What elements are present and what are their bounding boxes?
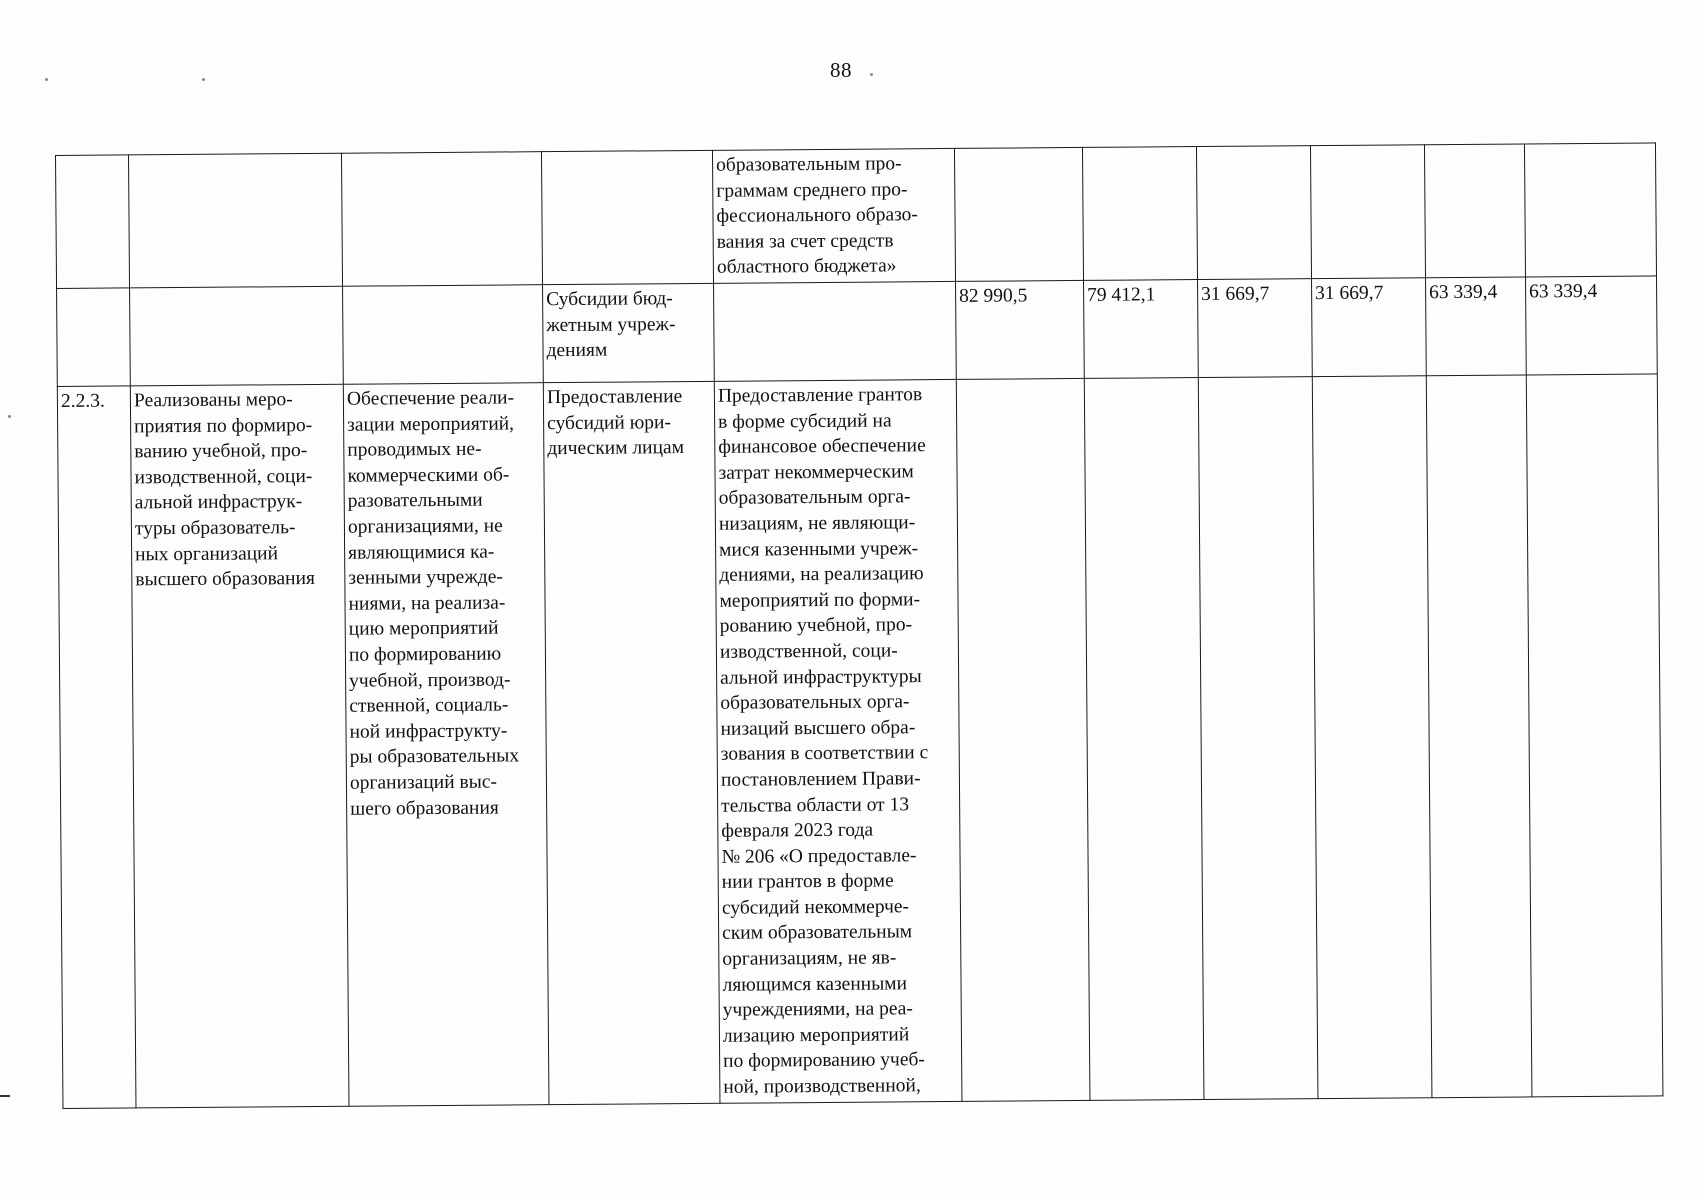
table-row <box>56 143 1657 289</box>
cell-description: образовательным про- граммам среднего про- фессионального образо- вания за счет средств областного бюджета» <box>712 148 955 283</box>
cell-value: 82 990,5 <box>956 280 1085 379</box>
cell-value: 63 339,4 <box>1426 277 1527 376</box>
cell-number <box>57 288 131 387</box>
cell-result: Реализованы меро- приятия по формиро- ванию учебной, про- изводственной, соци- альной инфраструк- туры образователь- ных организаций высшего образования <box>130 384 349 1107</box>
cell-result <box>129 153 343 288</box>
cell-value: 63 339,4 <box>1526 276 1658 375</box>
cell-funding-type: Предоставление субсидий юри- дическим лицам <box>543 381 720 1104</box>
scan-artifact <box>870 73 873 76</box>
cell-value <box>1312 376 1432 1098</box>
program-table <box>55 142 1663 1108</box>
scan-artifact <box>8 415 11 418</box>
cell-funding-type <box>541 150 713 284</box>
cell-funding-type: Субсидии бюд- жетным учреж- дениям <box>543 283 715 382</box>
cell-value <box>954 147 1083 281</box>
cell-value <box>1084 378 1204 1100</box>
cell-value <box>1424 144 1525 278</box>
cell-number <box>56 155 130 289</box>
cell-value <box>1196 146 1311 280</box>
cell-measure: Обеспечение реали- зации мероприятий, проводимых не- коммерческими об- разовательными организациями, не являющимися ка- зенными учрежде- ниями, на реализа- цию мероприятий по формированию учебной, производ- ственной, социаль- ной инфраструкту- ры образовательных организаций выс- шего образования <box>343 383 549 1106</box>
scan-artifact <box>45 78 48 81</box>
cell-value <box>1524 143 1656 277</box>
cell-measure <box>343 285 544 385</box>
cell-number: 2.2.3. <box>57 386 136 1108</box>
table-row <box>57 276 1658 387</box>
cell-value <box>1526 374 1663 1097</box>
cell-value: 31 669,7 <box>1198 279 1313 378</box>
scan-artifact <box>202 78 205 81</box>
cell-description: Предоставление грантов в форме субсидий на финансовое обеспечение затрат некоммерческим образовательным орга- низациям, не являющи- мися казенными учреж- дениями, на реализацию мероприятий по форми- рованию учебной, про- изводственной, соци- альной инфраструктуры образовательных орга- низаций высшего обра- зования в соответствии с постановлением Прави- тельства области от 13 февраля 2023 года № 206 «О предоставле- нии грантов в форме субсидий некоммерче- ским образовательным организациям, не яв- ляющимся казенными учреждениями, на реа- лизацию мероприятий по формированию учеб- ной, производственной, <box>714 379 962 1103</box>
cell-value <box>1082 147 1197 281</box>
cell-measure <box>341 152 542 287</box>
cell-result <box>130 286 344 386</box>
cell-value <box>1198 377 1318 1099</box>
cell-value <box>1310 145 1425 279</box>
cell-value: 31 669,7 <box>1312 278 1427 377</box>
page-number: 88 <box>830 58 852 82</box>
cell-value <box>956 378 1090 1101</box>
table-row <box>57 374 1663 1108</box>
cell-value <box>1426 375 1532 1097</box>
cell-value: 79 412,1 <box>1084 280 1199 379</box>
cell-description <box>714 281 957 381</box>
margin-mark <box>0 1095 10 1097</box>
